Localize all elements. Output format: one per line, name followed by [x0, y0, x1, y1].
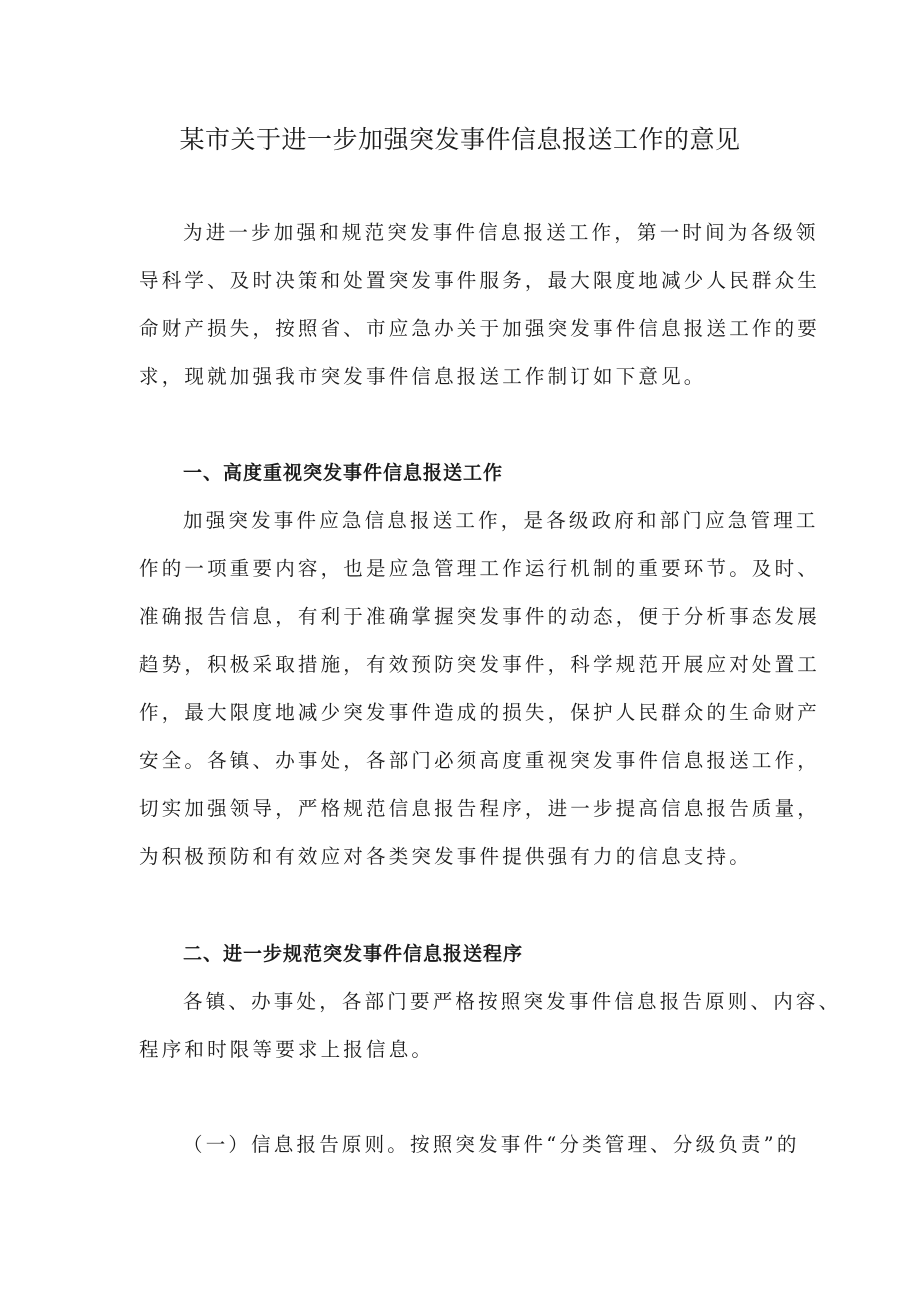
- section1-line-8: 为积极预防和有效应对各类突发事件提供强有力的信息支持。: [139, 845, 752, 868]
- intro-line-4: 求，现就加强我市突发事件信息报送工作制订如下意见。: [139, 365, 707, 388]
- section1-line-5: 作，最大限度地减少突发事件造成的损失，保护人民群众的生命财产: [139, 701, 821, 724]
- section1-line-2: 作的一项重要内容，也是应急管理工作运行机制的重要环节。及时、: [139, 557, 821, 580]
- section2-line-2: 程序和时限等要求上报信息。: [139, 1038, 435, 1061]
- section2-heading: 二、进一步规范突发事件信息报送程序: [183, 943, 524, 965]
- section2-line-1: 各镇、办事处，各部门要严格按照突发事件信息报告原则、内容、: [183, 990, 842, 1013]
- section1-line-6: 安全。各镇、办事处，各部门必须高度重视突发事件信息报送工作，: [139, 749, 821, 772]
- intro-line-1: 为进一步加强和规范突发事件信息报送工作，第一时间为各级领: [183, 221, 819, 244]
- section1-heading: 一、高度重视突发事件信息报送工作: [183, 462, 504, 484]
- document-title: 某市关于进一步加强突发事件信息报送工作的意见: [179, 125, 741, 154]
- section1-line-4: 趋势，积极采取措施，有效预防突发事件，科学规范开展应对处置工: [139, 653, 821, 676]
- section2-item-1: （一）信息报告原则。按照突发事件“分类管理、分级负责”的: [183, 1133, 800, 1156]
- section1-line-3: 准确报告信息，有利于准确掌握突发事件的动态，便于分析事态发展: [139, 605, 821, 628]
- section1-line-1: 加强突发事件应急信息报送工作，是各级政府和部门应急管理工: [183, 509, 819, 532]
- section1-line-7: 切实加强领导，严格规范信息报告程序，进一步提高信息报告质量，: [139, 797, 821, 820]
- intro-line-2: 导科学、及时决策和处置突发事件服务，最大限度地减少人民群众生: [139, 269, 821, 292]
- intro-line-3: 命财产损失，按照省、市应急办关于加强突发事件信息报送工作的要: [139, 317, 821, 340]
